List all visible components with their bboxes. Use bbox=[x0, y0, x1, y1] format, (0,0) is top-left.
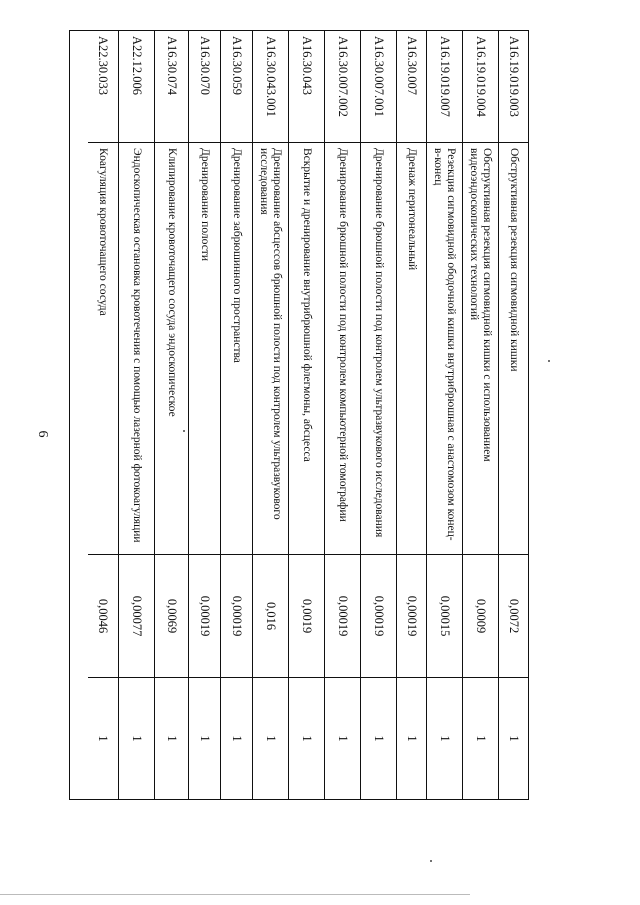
table-row bbox=[360, 31, 396, 799]
multiplicity-cell: 1 bbox=[438, 735, 452, 742]
multiplicity-cell: 1 bbox=[96, 735, 111, 742]
table-row bbox=[396, 31, 426, 799]
multiplicity-cell: 1 bbox=[130, 735, 144, 742]
frequency-coefficient-cell: 0,0019 bbox=[289, 555, 324, 678]
multiplicity-cell: 1 bbox=[405, 735, 419, 742]
table-row bbox=[88, 31, 118, 799]
service-code-cell: A16.30.007.001 bbox=[361, 31, 396, 143]
service-name-cell bbox=[325, 143, 360, 555]
service-name-cell bbox=[155, 143, 188, 555]
service-name-text: Вскрытие и дренирование внутрибрюшной флегмоны, абсцесса bbox=[301, 148, 313, 462]
scan-speck bbox=[183, 430, 185, 432]
service-name-cell bbox=[88, 143, 118, 555]
page-number: 6 bbox=[35, 430, 50, 438]
frequency-coefficient-cell: 0,00019 bbox=[325, 555, 360, 678]
table-row bbox=[462, 31, 498, 799]
scan-edge-line bbox=[0, 894, 470, 895]
table-row bbox=[498, 31, 528, 799]
table-row bbox=[154, 31, 188, 799]
frequency-coefficient-cell: 0,016 bbox=[253, 555, 288, 678]
table-row bbox=[220, 31, 252, 799]
service-code-cell: A22.30.033 bbox=[88, 31, 118, 143]
service-name-text: Дренирование абсцессов брюшной полости под контролем ультразвукового исследования bbox=[258, 148, 284, 520]
service-name-cell bbox=[189, 143, 220, 555]
multiplicity-cell: 1 bbox=[507, 735, 521, 742]
table-row bbox=[324, 31, 360, 799]
service-name-text: Дренирование полости bbox=[199, 148, 211, 261]
service-name-text: Дренаж перитонеальный bbox=[406, 148, 418, 271]
service-code-cell: A16.30.059 bbox=[221, 31, 252, 143]
frequency-coefficient-cell: 0,00015 bbox=[427, 555, 462, 678]
scan-speck bbox=[430, 860, 432, 862]
service-name-text: Обструктивная резекция сигмовидной кишки bbox=[508, 148, 520, 372]
frequency-coefficient-cell: 0,0072 bbox=[499, 555, 528, 678]
service-name-text: Дренирование брюшной полости под контролем ультразвукового исследования bbox=[373, 148, 385, 538]
frequency-coefficient-cell: 0,0009 bbox=[463, 555, 498, 678]
table-row bbox=[188, 31, 220, 799]
frequency-coefficient-cell: 0,00077 bbox=[119, 555, 154, 678]
service-name-text: Дренирование брюшной полости под контролем компьютерной томографии bbox=[337, 148, 349, 522]
service-code-cell: A16.30.007 bbox=[397, 31, 426, 143]
service-name-cell bbox=[361, 143, 396, 555]
service-name-text: Коагуляция кровоточащего сосуда bbox=[97, 148, 110, 316]
service-name-text: Обструктивная резекция сигмовидной кишки с использованием видеоэндоскопических технологий bbox=[468, 148, 494, 462]
frequency-coefficient-cell: 0,00019 bbox=[397, 555, 426, 678]
service-code-cell: A22.12.006 bbox=[119, 31, 154, 143]
table-row bbox=[426, 31, 462, 799]
service-code-cell: A16.19.019.003 bbox=[499, 31, 528, 143]
service-code-cell: A16.30.043 bbox=[289, 31, 324, 143]
frequency-coefficient-cell: 0,00019 bbox=[361, 555, 396, 678]
service-name-cell bbox=[397, 143, 426, 555]
multiplicity-cell: 1 bbox=[336, 735, 350, 742]
service-code-cell: A16.30.074 bbox=[155, 31, 188, 143]
multiplicity-cell: 1 bbox=[474, 735, 488, 742]
service-name-text: Дренирование забрюшинного пространства bbox=[231, 148, 243, 363]
multiplicity-cell: 1 bbox=[198, 735, 212, 742]
service-name-text: Резекция сигмовидной ободочной кишки внутрибрюшная с анастомозом конец-в-конец bbox=[432, 148, 458, 541]
multiplicity-cell: 1 bbox=[300, 735, 314, 742]
service-name-cell bbox=[499, 143, 528, 555]
service-name-text: Эндоскопическая остановка кровотечения с помощью лазерной фотокоагуляции bbox=[131, 148, 143, 543]
service-code-cell: A16.30.043.001 bbox=[253, 31, 288, 143]
table-row bbox=[288, 31, 324, 799]
service-name-cell bbox=[119, 143, 154, 555]
multiplicity-cell: 1 bbox=[230, 735, 244, 742]
service-code-cell: A16.30.007.002 bbox=[325, 31, 360, 143]
multiplicity-cell: 1 bbox=[165, 735, 179, 742]
services-table bbox=[69, 30, 529, 800]
service-name-cell bbox=[427, 143, 462, 555]
multiplicity-cell: 1 bbox=[264, 735, 278, 742]
table-row bbox=[252, 31, 288, 799]
table-body bbox=[69, 30, 529, 800]
service-name-cell bbox=[289, 143, 324, 555]
frequency-coefficient-cell: 0,0046 bbox=[88, 555, 118, 678]
service-name-cell bbox=[253, 143, 288, 555]
service-name-cell bbox=[221, 143, 252, 555]
service-name-text: Клипирование кровоточащего сосуда эндоскопическое bbox=[166, 148, 178, 417]
scan-speck bbox=[548, 360, 550, 362]
frequency-coefficient-cell: 0,00019 bbox=[221, 555, 252, 678]
multiplicity-cell: 1 bbox=[372, 735, 386, 742]
service-code-cell: A16.30.070 bbox=[189, 31, 220, 143]
service-code-cell: A16.19.019.007 bbox=[427, 31, 462, 143]
frequency-coefficient-cell: 0,0069 bbox=[155, 555, 188, 678]
service-code-cell: A16.19.019.004 bbox=[463, 31, 498, 143]
frequency-coefficient-cell: 0,00019 bbox=[189, 555, 220, 678]
table-row bbox=[118, 31, 154, 799]
service-name-cell bbox=[463, 143, 498, 555]
